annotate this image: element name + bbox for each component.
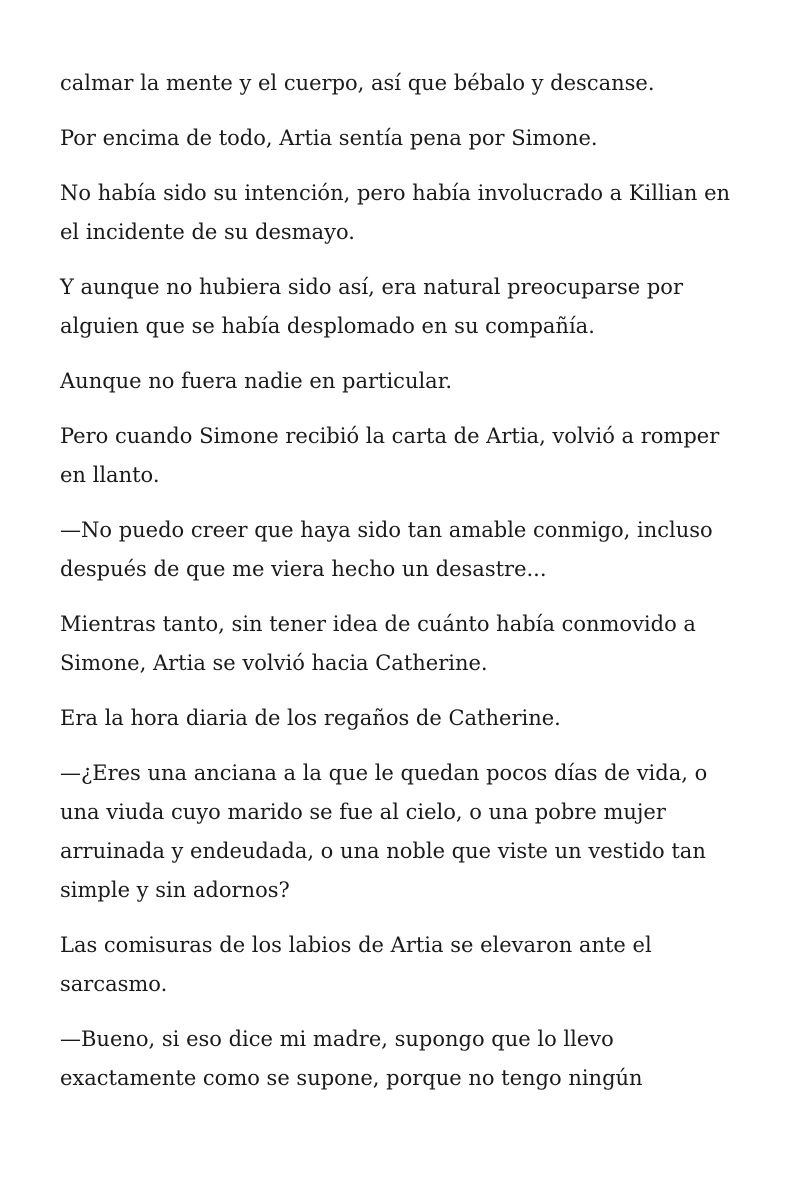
paragraph-1: calmar la mente y el cuerpo, así que bébalo y descanse.: [60, 71, 655, 95]
paragraph-10: —¿Eres una anciana a la que le quedan pocos días de vida, o una viuda cuyo marido se fue al cielo, o una pobre mujer arruinada y endeudada, o una noble que viste un vestido tan simple y sin adornos?: [60, 761, 708, 902]
paragraph-4: Y aunque no hubiera sido así, era natural preocuparse por alguien que se había desplomado en su compañía.: [60, 275, 683, 338]
paragraph-8: Mientras tanto, sin tener idea de cuánto había conmovido a Simone, Artia se volvió hacia Catherine.: [60, 612, 696, 675]
paragraph-11: Las comisuras de los labios de Artia se elevaron ante el sarcasmo.: [60, 933, 652, 996]
document-page: [60, 64, 750, 1114]
paragraph-9: Era la hora diaria de los regaños de Catherine.: [60, 706, 561, 730]
paragraph-2: Por encima de todo, Artia sentía pena por Simone.: [60, 126, 598, 150]
paragraph-7: —No puedo creer que haya sido tan amable conmigo, incluso después de que me viera hecho un desastre...: [60, 518, 713, 581]
paragraph-6: Pero cuando Simone recibió la carta de Artia, volvió a romper en llanto.: [60, 424, 720, 487]
paragraph-3: No había sido su intención, pero había involucrado a Killian en el incidente de su desmayo.: [60, 181, 731, 244]
paragraph-5: Aunque no fuera nadie en particular.: [60, 369, 453, 393]
paragraph-12: —Bueno, si eso dice mi madre, supongo que lo llevo exactamente como se supone, porque no tengo ningún: [60, 1027, 643, 1090]
